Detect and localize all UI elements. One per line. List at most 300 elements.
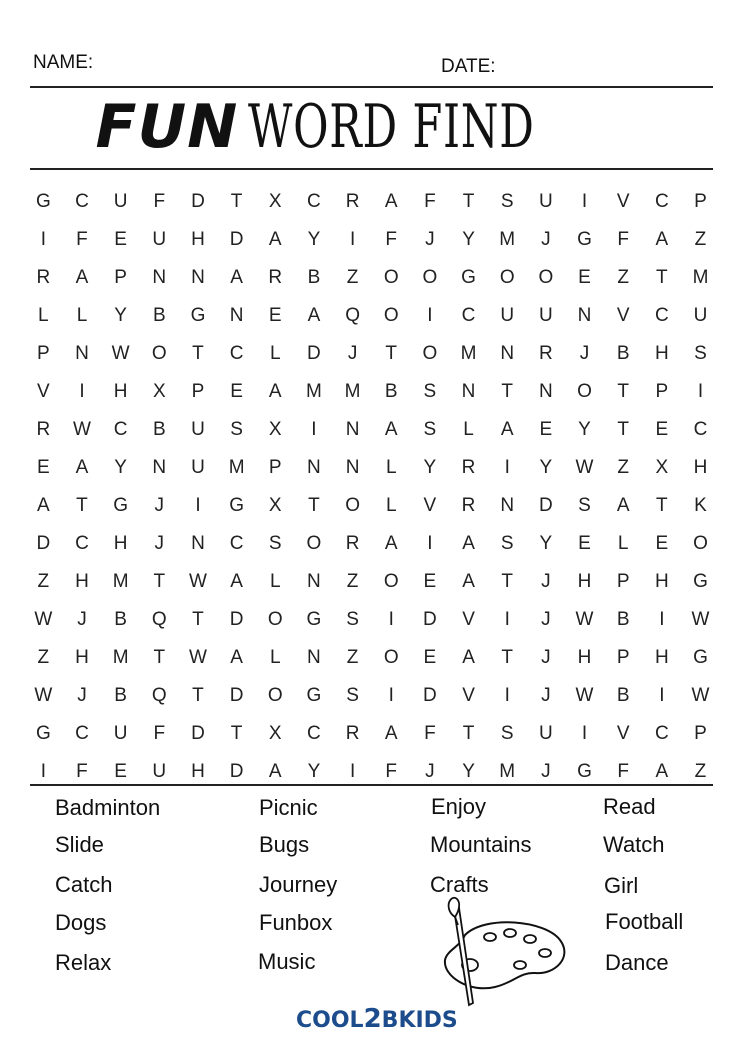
grid-cell: Y (307, 761, 321, 782)
word-item: Girl (604, 873, 639, 898)
grid-cell: M (112, 647, 129, 668)
grid-cell: V (423, 495, 437, 516)
grid-cell: S (346, 685, 359, 706)
grid-cell: O (306, 533, 322, 554)
grid-cell: F (424, 723, 436, 744)
grid-cell: I (581, 191, 588, 212)
grid-cell: N (152, 457, 167, 478)
grid-cell: I (659, 609, 665, 630)
grid-cell: S (500, 191, 514, 212)
grid-cell: P (36, 343, 50, 364)
grid-cell: O (538, 267, 554, 288)
grid-cell: L (38, 305, 49, 326)
grid-row (24, 449, 720, 487)
grid-cell: A (462, 647, 475, 668)
grid-cell: A (462, 533, 475, 554)
grid-cell: L (617, 533, 629, 554)
grid-cell: A (384, 723, 398, 744)
grid-cell: G (113, 495, 129, 516)
grid-cell: J (541, 609, 551, 630)
grid-cell: J (425, 761, 435, 782)
grid-cell: A (655, 229, 669, 250)
grid-cell: Y (114, 457, 127, 478)
grid-cell: I (311, 419, 317, 440)
grid-cell: X (268, 419, 282, 440)
grid-row (24, 183, 720, 221)
grid-cell: P (616, 647, 630, 668)
grid-cell: Q (151, 609, 167, 630)
grid-cell: L (269, 571, 281, 592)
grid-cell: R (36, 267, 51, 288)
grid-cell: A (384, 533, 398, 554)
grid-row (24, 297, 720, 335)
grid-cell: W (34, 685, 53, 706)
grid-cell: S (423, 381, 437, 402)
grid-cell: W (575, 457, 594, 478)
grid-cell: C (75, 533, 89, 554)
grid-cell: Q (345, 305, 360, 326)
grid-cell: O (267, 685, 283, 706)
grid-cell: U (113, 723, 128, 744)
grid-cell: S (578, 495, 591, 516)
grid-cell: Z (346, 647, 359, 668)
grid-cell: H (654, 571, 669, 592)
grid-cell: Y (462, 761, 475, 782)
grid-cell: A (462, 571, 475, 592)
grid-cell: D (229, 761, 244, 782)
grid-cell: R (461, 457, 476, 478)
grid-cell: W (188, 571, 207, 592)
grid-cell: F (385, 229, 398, 250)
grid-cell: A (230, 267, 243, 288)
grid-cell: N (538, 381, 553, 402)
grid-cell: J (541, 761, 551, 782)
grid-cell: T (192, 609, 204, 630)
grid-cell: I (504, 685, 510, 706)
grid-cell: M (306, 381, 322, 402)
word-item: Journey (259, 872, 338, 897)
grid-cell: U (113, 191, 128, 212)
grid-cell: G (693, 647, 708, 668)
grid-cell: G (306, 685, 322, 706)
grid-cell: R (345, 191, 360, 212)
grid-cell: E (539, 419, 553, 440)
grid-cell: C (307, 191, 321, 212)
grid-cell: P (114, 267, 127, 288)
grid-cell: Y (539, 533, 553, 554)
grid-cell: I (388, 685, 394, 706)
grid-cell: N (191, 533, 205, 554)
grid-cell: R (345, 533, 360, 554)
grid-cell: S (230, 419, 243, 440)
grid-cell: E (36, 457, 50, 478)
grid-cell: C (461, 305, 476, 326)
grid-cell: V (36, 381, 50, 402)
word-item: Relax (55, 950, 112, 975)
grid-cell: N (500, 343, 515, 364)
divider-top (30, 86, 713, 88)
grid-cell: A (268, 761, 282, 782)
grid-cell: O (693, 533, 708, 554)
title-word-find: WORD FIND (248, 92, 536, 162)
grid-cell: F (617, 229, 629, 250)
grid-cell: F (385, 761, 398, 782)
grid-cell: X (268, 191, 282, 212)
grid-cell: A (655, 761, 669, 782)
grid-cell: A (500, 419, 514, 440)
grid-cell: N (577, 305, 592, 326)
grid-cell: F (617, 761, 629, 782)
grid-cell: N (75, 343, 89, 364)
grid-cell: E (423, 647, 437, 668)
grid-cell: F (153, 723, 166, 744)
grid-cell: B (616, 685, 630, 706)
grid-cell: G (190, 305, 206, 326)
grid-cell: N (500, 495, 515, 516)
grid-cell: T (230, 191, 243, 212)
grid-cell: W (691, 609, 710, 630)
grid-cell: L (385, 495, 397, 516)
word-item: Dance (605, 950, 669, 975)
grid-cell: Y (307, 229, 321, 250)
grid-cell: V (462, 685, 475, 706)
grid-cell: F (153, 191, 166, 212)
word-item: Picnic (259, 795, 318, 820)
grid-cell: T (385, 343, 398, 364)
grid-cell: U (152, 761, 167, 782)
grid-cell: J (347, 343, 358, 364)
grid-cell: T (501, 381, 513, 402)
grid-cell: Y (578, 419, 591, 440)
grid-cell: B (307, 267, 321, 288)
grid-cell: F (76, 761, 88, 782)
grid-cell: E (578, 533, 591, 554)
grid-cell: Z (617, 267, 629, 288)
grid-cell: E (114, 229, 127, 250)
grid-cell: I (40, 229, 46, 250)
grid-cell: D (423, 685, 437, 706)
grid-cell: C (113, 419, 128, 440)
grid-cell: D (229, 609, 244, 630)
grid-cell: G (577, 229, 592, 250)
grid-cell: Z (346, 267, 359, 288)
grid-cell: L (269, 343, 281, 364)
grid-cell: P (268, 457, 282, 478)
grid-cell: A (268, 381, 282, 402)
grid-cell: Z (617, 457, 629, 478)
word-item: Bugs (259, 832, 310, 857)
grid-cell: U (538, 723, 553, 744)
grid-cell: C (75, 191, 89, 212)
grid-cell: D (229, 685, 244, 706)
grid-cell: J (541, 685, 551, 706)
grid-cell: V (616, 305, 630, 326)
letter-grid (24, 183, 720, 791)
grid-cell: O (383, 647, 399, 668)
grid-cell: L (463, 419, 474, 440)
grid-cell: H (654, 647, 669, 668)
grid-cell: A (384, 419, 398, 440)
grid-cell: J (154, 495, 165, 516)
grid-cell: A (230, 571, 243, 592)
grid-cell: J (541, 229, 551, 250)
grid-cell: B (152, 305, 166, 326)
divider-bottom (30, 784, 713, 786)
grid-cell: M (228, 457, 245, 478)
grid-cell: S (500, 723, 514, 744)
divider-mid (30, 168, 713, 170)
grid-cell: T (192, 685, 204, 706)
grid-cell: T (153, 647, 166, 668)
grid-cell: Z (346, 571, 359, 592)
grid-cell: T (192, 343, 204, 364)
grid-cell: I (349, 761, 356, 782)
grid-cell: Y (423, 457, 437, 478)
grid-cell: D (538, 495, 553, 516)
grid-cell: B (152, 419, 166, 440)
grid-cell: Y (539, 457, 553, 478)
grid-cell: A (268, 229, 282, 250)
grid-cell: U (191, 419, 205, 440)
grid-cell: O (383, 305, 399, 326)
grid-cell: W (691, 685, 710, 706)
grid-cell: R (538, 343, 553, 364)
grid-cell: A (307, 305, 321, 326)
grid-cell: G (461, 267, 476, 288)
grid-cell: T (501, 647, 513, 668)
word-item: Crafts (430, 872, 489, 897)
grid-cell: Q (151, 685, 167, 706)
grid-cell: R (345, 723, 360, 744)
grid-cell: C (693, 419, 708, 440)
grid-cell: W (188, 647, 207, 668)
grid-cell: H (654, 343, 669, 364)
grid-cell: W (73, 419, 91, 440)
grid-cell: U (693, 305, 708, 326)
grid-cell: L (269, 647, 281, 668)
grid-cell: R (461, 495, 476, 516)
grid-cell: H (75, 647, 89, 668)
grid-row (24, 525, 720, 563)
grid-row (24, 601, 720, 639)
grid-cell: I (195, 495, 201, 516)
grid-row (24, 639, 720, 677)
grid-cell: S (500, 533, 514, 554)
grid-cell: L (76, 305, 88, 326)
grid-cell: X (655, 457, 669, 478)
grid-cell: N (461, 381, 476, 402)
cool2bkids-logo (296, 1004, 458, 1034)
grid-cell: T (656, 495, 668, 516)
grid-cell: O (267, 609, 283, 630)
grid-cell: W (111, 343, 130, 364)
grid-row (24, 715, 720, 753)
grid-cell: M (460, 343, 477, 364)
grid-cell: B (616, 343, 630, 364)
grid-cell: D (191, 723, 205, 744)
grid-cell: F (76, 229, 88, 250)
grid-cell: T (230, 723, 243, 744)
grid-cell: T (617, 381, 629, 402)
grid-cell: G (35, 191, 51, 212)
grid-cell: Z (694, 229, 707, 250)
grid-cell: O (383, 267, 399, 288)
grid-cell: T (617, 419, 629, 440)
grid-cell: Y (114, 305, 127, 326)
grid-cell: I (349, 229, 356, 250)
grid-cell: E (268, 305, 282, 326)
grid-cell: E (655, 533, 669, 554)
grid-cell: V (616, 191, 630, 212)
grid-cell: A (616, 495, 630, 516)
grid-cell: N (345, 457, 360, 478)
grid-cell: U (538, 191, 553, 212)
word-item: Funbox (259, 910, 333, 935)
grid-cell: K (694, 495, 707, 516)
grid-cell: M (499, 229, 516, 250)
grid-cell: T (462, 191, 475, 212)
word-item: Slide (55, 832, 104, 857)
grid-cell: H (577, 647, 592, 668)
grid-cell: D (423, 609, 437, 630)
grid-cell: B (616, 609, 630, 630)
grid-cell: G (693, 571, 708, 592)
grid-row (24, 259, 720, 297)
grid-cell: Z (37, 571, 50, 592)
word-item: Music (258, 949, 316, 974)
grid-cell: C (75, 723, 89, 744)
grid-cell: C (654, 305, 669, 326)
grid-cell: U (152, 229, 167, 250)
word-item: Catch (55, 872, 113, 897)
grid-row (24, 563, 720, 601)
grid-cell: I (79, 381, 85, 402)
name-label: NAME: (33, 52, 94, 73)
grid-cell: S (423, 419, 437, 440)
grid-cell: H (191, 229, 205, 250)
grid-cell: I (388, 609, 394, 630)
grid-cell: M (499, 761, 516, 782)
grid-cell: T (76, 495, 88, 516)
grid-cell: T (501, 571, 513, 592)
grid-cell: Z (37, 647, 50, 668)
grid-cell: R (36, 419, 51, 440)
grid-cell: D (307, 343, 321, 364)
grid-cell: T (308, 495, 320, 516)
grid-cell: I (40, 761, 46, 782)
grid-cell: H (113, 381, 128, 402)
logo-part-cool: COOL (296, 1008, 364, 1033)
grid-cell: V (462, 609, 475, 630)
grid-cell: D (191, 191, 205, 212)
grid-cell: B (114, 685, 127, 706)
grid-cell: N (307, 457, 321, 478)
grid-cell: O (577, 381, 592, 402)
word-item: Football (605, 909, 684, 934)
grid-cell: H (693, 457, 708, 478)
grid-cell: R (268, 267, 283, 288)
grid-cell: N (191, 267, 205, 288)
grid-cell: G (35, 723, 51, 744)
grid-cell: J (541, 571, 551, 592)
grid-row (24, 373, 720, 411)
grid-cell: O (499, 267, 515, 288)
grid-cell: H (577, 571, 592, 592)
grid-cell: N (345, 419, 360, 440)
grid-cell: H (113, 533, 128, 554)
grid-cell: H (191, 761, 205, 782)
grid-cell: O (383, 571, 399, 592)
grid-cell: N (307, 647, 321, 668)
grid-cell: C (654, 723, 669, 744)
grid-cell: U (538, 305, 553, 326)
grid-cell: I (504, 457, 510, 478)
date-label: DATE: (441, 56, 496, 77)
grid-cell: E (230, 381, 243, 402)
grid-cell: E (578, 267, 591, 288)
grid-cell: I (659, 685, 665, 706)
grid-cell: W (575, 685, 594, 706)
grid-cell: O (422, 343, 438, 364)
word-item: Dogs (55, 910, 107, 935)
grid-row (24, 677, 720, 715)
grid-row (24, 411, 720, 449)
grid-cell: P (655, 381, 669, 402)
grid-cell: I (427, 533, 433, 554)
grid-cell: U (500, 305, 515, 326)
grid-cell: P (694, 191, 707, 212)
grid-cell: A (75, 457, 89, 478)
logo-part-bkids: BKIDS (381, 1008, 458, 1033)
grid-cell: X (152, 381, 166, 402)
grid-cell: P (694, 723, 707, 744)
grid-cell: H (75, 571, 89, 592)
grid-cell: I (427, 305, 433, 326)
grid-cell: S (694, 343, 707, 364)
grid-cell: I (581, 723, 588, 744)
grid-cell: J (579, 343, 590, 364)
grid-cell: T (656, 267, 668, 288)
grid-cell: I (504, 609, 510, 630)
grid-cell: P (191, 381, 205, 402)
grid-cell: C (307, 723, 321, 744)
grid-cell: I (697, 381, 704, 402)
grid-cell: N (307, 571, 321, 592)
grid-cell: E (114, 761, 127, 782)
page-title (0, 92, 742, 162)
grid-cell: C (229, 533, 244, 554)
grid-cell: X (268, 495, 282, 516)
grid-cell: O (422, 267, 438, 288)
grid-cell: M (692, 267, 709, 288)
grid-cell: G (577, 761, 592, 782)
grid-cell: J (154, 533, 165, 554)
grid-cell: Y (462, 229, 475, 250)
word-item: Mountains (430, 832, 532, 857)
grid-cell: M (344, 381, 361, 402)
grid-cell: M (112, 571, 129, 592)
grid-cell: B (384, 381, 398, 402)
grid-cell: N (152, 267, 167, 288)
grid-cell: S (268, 533, 282, 554)
grid-cell: O (345, 495, 360, 516)
grid-cell: J (77, 685, 87, 706)
grid-cell: A (230, 647, 243, 668)
word-item: Badminton (55, 795, 161, 820)
grid-cell: Z (694, 761, 707, 782)
grid-cell: S (346, 609, 359, 630)
grid-cell: G (229, 495, 244, 516)
